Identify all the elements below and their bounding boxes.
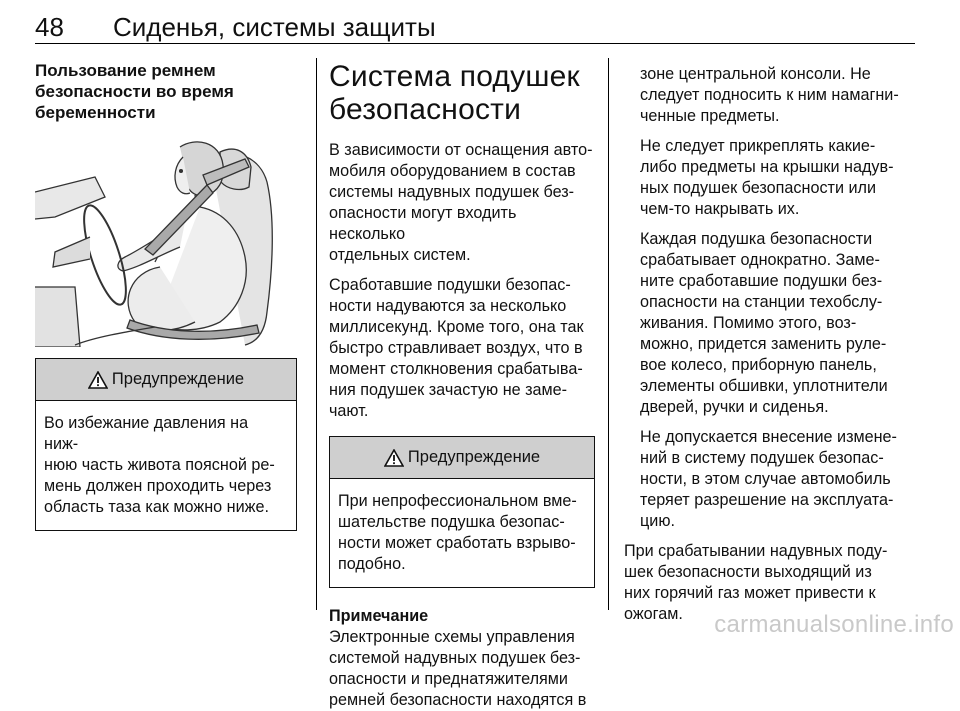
column-divider: [608, 58, 609, 610]
text-line: следует подносить к ним намагни-: [640, 86, 899, 104]
text-line: ний в систему подушек безопас-: [640, 449, 884, 467]
paragraph: [640, 229, 920, 418]
warning-line: нюю часть живота поясной ре-: [44, 456, 275, 474]
text-line: опасности и преднатяжителями: [329, 670, 568, 688]
text-line: ности надуваются за несколько: [329, 297, 567, 315]
text-line: Сработавшие подушки безопас-: [329, 276, 571, 294]
text-line: Не допускается внесение измене-: [640, 428, 897, 446]
section-title: Сиденья, системы защиты: [113, 12, 436, 42]
text-line: вое колесо, приборную панель,: [640, 356, 877, 374]
text-line: системой надувных подушек без-: [329, 649, 581, 667]
pregnant-driver-seatbelt-illustration: [35, 137, 297, 347]
text-line: цию.: [640, 512, 675, 530]
column-2: [329, 60, 595, 711]
text-line: мобиля оборудованием в состав: [329, 162, 576, 180]
paragraph: [329, 275, 595, 422]
note-continuation: [624, 64, 920, 532]
text-line: можно, придется заменить руле-: [640, 335, 887, 353]
paragraph: [640, 136, 920, 220]
text-line: миллисекунд. Кроме того, она так: [329, 318, 584, 336]
text-line: живания. Помимо этого, воз-: [640, 314, 857, 332]
text-line: отдельных систем.: [329, 246, 471, 264]
warning-line: область таза как можно ниже.: [44, 498, 269, 516]
warning-header: [330, 437, 594, 479]
warning-box: [329, 436, 595, 588]
warning-line: подобно.: [338, 555, 406, 573]
warning-line: ности может сработать взрыво-: [338, 534, 576, 552]
text-line: ремней безопасности находятся в: [329, 691, 587, 709]
column-divider: [316, 58, 317, 610]
text-line: чают.: [329, 402, 369, 420]
text-line: опасности могут входить несколько: [329, 204, 517, 243]
note-heading: Примечание: [329, 607, 429, 625]
paragraph: [640, 427, 920, 532]
text-line: При срабатывании надувных поду-: [624, 542, 888, 560]
text-line: ния подушек зачастую не заме-: [329, 381, 568, 399]
text-line: элементы обшивки, уплотнители: [640, 377, 888, 395]
heading-line: Система подушек: [329, 60, 580, 93]
warning-title: Предупреждение: [111, 370, 245, 388]
text-line: системы надувных подушек без-: [329, 183, 575, 201]
warning-line: шательстве подушка безопас-: [338, 513, 565, 531]
paragraph: [329, 140, 595, 266]
text-line: ожогам.: [624, 605, 683, 623]
pregnancy-seatbelt-heading: [35, 60, 297, 123]
text-line: быстро стравливает воздух, что в: [329, 339, 583, 357]
heading-line: Пользование ремнем: [35, 61, 216, 80]
warning-title: Предупреждение: [407, 448, 541, 466]
heading-line: беременности: [35, 103, 156, 122]
page-number: 48: [35, 12, 64, 42]
text-line: них горячий газ может привести к: [624, 584, 876, 602]
text-line: дверей, ручки и сиденья.: [640, 398, 829, 416]
text-line: В зависимости от оснащения авто-: [329, 141, 593, 159]
text-line: ных подушек безопасности или: [640, 179, 877, 197]
text-line: ните сработавшие подушки без-: [640, 272, 883, 290]
airbag-system-heading: [329, 60, 595, 126]
warning-header: [36, 359, 296, 401]
column-3: [624, 64, 920, 625]
warning-line: мень должен проходить через: [44, 477, 272, 495]
warning-triangle-icon: [88, 371, 108, 389]
text-line: Каждая подушка безопасности: [640, 230, 873, 248]
warning-triangle-icon: [384, 449, 404, 467]
text-line: зоне центральной консоли. Не: [640, 65, 871, 83]
note-body: [329, 627, 595, 711]
text-line: ности, в этом случае автомобиль: [640, 470, 891, 488]
text-line: чем-то накрывать их.: [640, 200, 800, 218]
page-header: [35, 6, 915, 46]
heading-line: безопасности во время: [35, 82, 234, 101]
text-line: момент столкновения срабатыва-: [329, 360, 583, 378]
header-rule: [35, 43, 915, 44]
text-line: Не следует прикреплять какие-: [640, 137, 876, 155]
text-line: либо предметы на крышки надув-: [640, 158, 894, 176]
warning-line: Во избежание давления на ниж-: [44, 414, 249, 453]
text-line: опасности на станции техобслу-: [640, 293, 883, 311]
warning-line: При непрофессиональном вме-: [338, 492, 577, 510]
watermark: carmanualsonline.info: [714, 611, 954, 638]
warning-box: [35, 358, 297, 531]
text-line: шек безопасности выходящий из: [624, 563, 872, 581]
warning-body: [36, 401, 296, 530]
text-line: теряет разрешение на эксплуата-: [640, 491, 894, 509]
text-line: Электронные схемы управления: [329, 628, 575, 646]
warning-body: [330, 479, 594, 587]
text-line: срабатывает однократно. Заме-: [640, 251, 880, 269]
text-line: ченные предметы.: [640, 107, 780, 125]
column-1: [35, 60, 297, 123]
heading-line: безопасности: [329, 93, 522, 126]
